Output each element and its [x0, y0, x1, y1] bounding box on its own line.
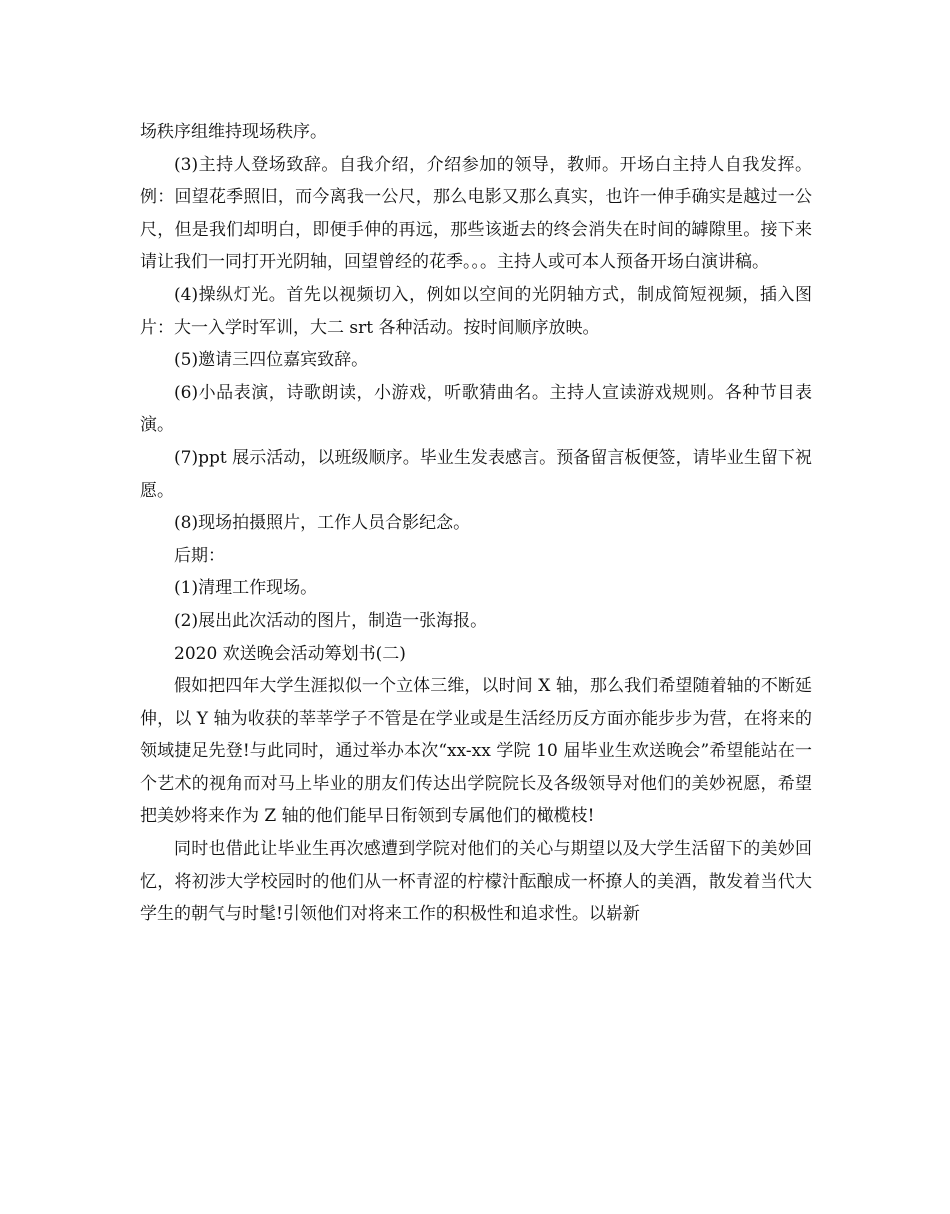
paragraph-ppt-display: (7)ppt 展示活动，以班级顺序。毕业生发表感言。预备留言板便签，请毕业生留下祝愿。: [140, 447, 812, 501]
section-title: 2020 欢送晚会活动筹划书(二): [174, 643, 406, 664]
paragraph-intro: 假如把四年大学生涯拟似一个立体三维，以时间 X 轴，那么我们希望随着轴的不断延伸，以 Y 轴为收获的莘莘学子不管是在学业或是生活经历反方面亦能步步为营，在将来的领域捷足先登!与此同时，通过举办本次“xx-xx 学院 10 届毕业生欢送晚会”希望能站在一个艺术的视角而对马上毕业的朋友们传达出学院院长及各级领导对他们的美妙祝愿，希望把美妙将来作为 Z 轴的他们能早日衔领到专属他们的橄榄枝!: [140, 676, 812, 827]
paragraph-post-heading: 后期：: [174, 545, 225, 566]
paragraph-lighting: (4)操纵灯光。首先以视频切入，例如以空间的光阴轴方式，制成简短视频，插入图片：大一入学时军训，大二 srt 各种活动。按时间顺序放映。: [140, 284, 812, 338]
paragraph-performances: (6)小品表演，诗歌朗读，小游戏，听歌猜曲名。主持人宣读游戏规则。各种节目表演。: [140, 382, 812, 436]
paragraph-guest-speech: (5)邀请三四位嘉宾致辞。: [174, 350, 369, 371]
paragraph-continuation: 场秩序组维持现场秩序。: [140, 122, 327, 142]
paragraph-host-speech: (3)主持人登场致辞。自我介绍，介绍参加的领导，教师。开场白主持人自我发挥。例：回望花季照旧，而今离我一公尺，那么电影又那么真实，也许一伸手确实是越过一公尺，但是我们却明白，即便手伸的再远，那些该逝去的终会消失在时间的罅隙里。接下来请让我们一同打开光阴轴，回望曾经的花季。。。主持人或可本人预备开场白演讲稿。: [140, 154, 812, 273]
paragraph-exhibition: (2)展出此次活动的图片，制造一张海报。: [174, 610, 488, 631]
paragraph-photos: (8)现场拍摄照片，工作人员合影纪念。: [174, 513, 471, 534]
paragraph-cleanup: (1)清理工作现场。: [174, 578, 318, 599]
document-body: [140, 116, 812, 931]
paragraph-purpose: 同时也借此让毕业生再次感遭到学院对他们的关心与期望以及大学生活留下的美妙回忆，将初涉大学校园时的他们从一杯青涩的柠檬汁酝酿成一杯撩人的美酒，散发着当代大学生的朝气与时髦!引领他们对将来工作的积极性和追求性。以崭新: [140, 839, 812, 925]
